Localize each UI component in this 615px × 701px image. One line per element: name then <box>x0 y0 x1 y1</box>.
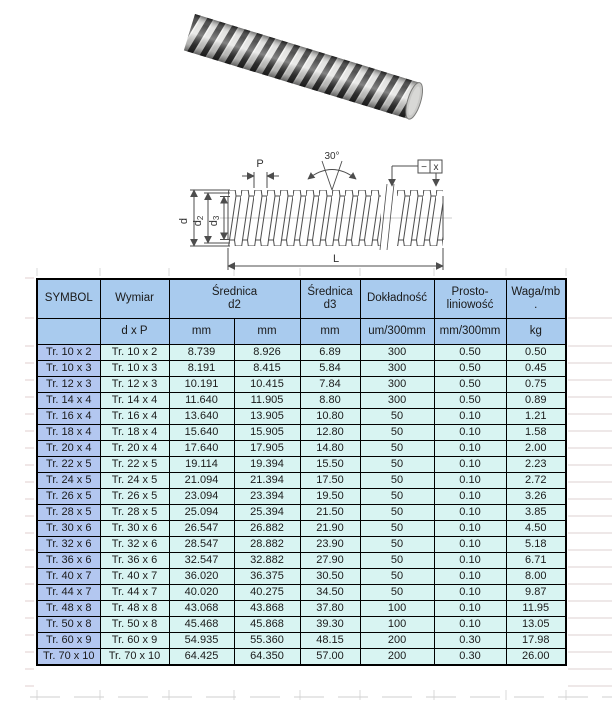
cell-waga: 1.58 <box>506 425 566 441</box>
cell-prostoliniowosc: 0.10 <box>434 441 506 457</box>
cell-waga: 11.95 <box>506 601 566 617</box>
cell-d2-b: 64.350 <box>234 649 300 666</box>
cell-dokladnosc: 50 <box>360 457 434 473</box>
cell-waga: 3.85 <box>506 505 566 521</box>
cell-wymiar: Tr. 26 x 5 <box>100 489 169 505</box>
cell-d3: 21.90 <box>300 521 360 537</box>
cell-d2-a: 21.094 <box>169 473 234 489</box>
cell-prostoliniowosc: 0.10 <box>434 569 506 585</box>
header-srednica-d3 <box>300 279 360 319</box>
threaded-rod-drawing <box>228 184 443 250</box>
cell-waga: 9.87 <box>506 585 566 601</box>
cell-wymiar: Tr. 36 x 6 <box>100 553 169 569</box>
cell-prostoliniowosc: 0.10 <box>434 473 506 489</box>
table-row <box>37 473 566 489</box>
cell-wymiar: Tr. 12 x 3 <box>100 377 169 393</box>
table-row <box>37 345 566 361</box>
cell-d2-b: 43.868 <box>234 601 300 617</box>
cell-d2-b: 36.375 <box>234 569 300 585</box>
cell-waga: 0.50 <box>506 345 566 361</box>
cell-symbol: Tr. 16 x 4 <box>37 409 100 425</box>
threaded-rod <box>184 14 426 121</box>
table-row <box>37 633 566 649</box>
cell-prostoliniowosc: 0.10 <box>434 537 506 553</box>
cell-wymiar: Tr. 20 x 4 <box>100 441 169 457</box>
cell-symbol: Tr. 10 x 3 <box>37 361 100 377</box>
cell-waga: 5.18 <box>506 537 566 553</box>
cell-d3: 6.89 <box>300 345 360 361</box>
cell-d2-a: 25.094 <box>169 505 234 521</box>
cell-d3: 30.50 <box>300 569 360 585</box>
spec-table <box>36 278 567 666</box>
cell-wymiar: Tr. 22 x 5 <box>100 457 169 473</box>
lead-screw-photo <box>150 0 450 125</box>
header-srednica-d2-line1: Średnica <box>211 285 258 298</box>
cell-d2-b: 45.868 <box>234 617 300 633</box>
label-d: d <box>178 217 190 225</box>
table-row <box>37 553 566 569</box>
table-row <box>37 569 566 585</box>
cell-d2-b: 21.394 <box>234 473 300 489</box>
unit-d2-b: mm <box>234 319 300 345</box>
thread-dimension-diagram <box>140 148 485 280</box>
cell-prostoliniowosc: 0.10 <box>434 425 506 441</box>
cell-d3: 8.80 <box>300 393 360 409</box>
cell-d3: 39.30 <box>300 617 360 633</box>
cell-waga: 8.00 <box>506 569 566 585</box>
cell-d2-b: 13.905 <box>234 409 300 425</box>
cell-prostoliniowosc: 0.50 <box>434 361 506 377</box>
cell-d2-a: 45.468 <box>169 617 234 633</box>
cell-prostoliniowosc: 0.50 <box>434 345 506 361</box>
cell-wymiar: Tr. 30 x 6 <box>100 521 169 537</box>
cell-symbol: Tr. 22 x 5 <box>37 457 100 473</box>
header-prostoliniowosc <box>434 279 506 319</box>
unit-waga: kg <box>506 319 566 345</box>
cell-waga: 0.75 <box>506 377 566 393</box>
cell-d2-b: 8.926 <box>234 345 300 361</box>
unit-wymiar: d x P <box>100 319 169 345</box>
cell-dokladnosc: 50 <box>360 425 434 441</box>
cell-prostoliniowosc: 0.10 <box>434 457 506 473</box>
cell-prostoliniowosc: 0.30 <box>434 633 506 649</box>
cell-dokladnosc: 50 <box>360 521 434 537</box>
cell-d2-a: 13.640 <box>169 409 234 425</box>
table-row <box>37 457 566 473</box>
table-row <box>37 489 566 505</box>
cell-dokladnosc: 50 <box>360 585 434 601</box>
label-d3: d3 <box>208 215 221 227</box>
table-row <box>37 649 566 666</box>
table-row <box>37 585 566 601</box>
cell-dokladnosc: 50 <box>360 537 434 553</box>
cell-d3: 34.50 <box>300 585 360 601</box>
table-row <box>37 601 566 617</box>
table-row <box>37 393 566 409</box>
cell-wymiar: Tr. 10 x 2 <box>100 345 169 361</box>
cell-symbol: Tr. 48 x 8 <box>37 601 100 617</box>
cell-dokladnosc: 50 <box>360 441 434 457</box>
cell-d2-a: 64.425 <box>169 649 234 666</box>
cell-d2-b: 17.905 <box>234 441 300 457</box>
cell-wymiar: Tr. 44 x 7 <box>100 585 169 601</box>
cell-d2-b: 28.882 <box>234 537 300 553</box>
unit-symbol <box>37 319 100 345</box>
cell-dokladnosc: 200 <box>360 633 434 649</box>
cell-wymiar: Tr. 24 x 5 <box>100 473 169 489</box>
table-row <box>37 441 566 457</box>
cell-d3: 37.80 <box>300 601 360 617</box>
cell-d3: 15.50 <box>300 457 360 473</box>
break-marks <box>380 184 394 250</box>
cell-d3: 17.50 <box>300 473 360 489</box>
cell-dokladnosc: 50 <box>360 569 434 585</box>
cell-waga: 17.98 <box>506 633 566 649</box>
cell-waga: 2.00 <box>506 441 566 457</box>
cell-d2-b: 25.394 <box>234 505 300 521</box>
table-row <box>37 361 566 377</box>
cell-symbol: Tr. 20 x 4 <box>37 441 100 457</box>
header-srednica-d3-line1: Średnica <box>307 285 353 298</box>
cell-waga: 0.45 <box>506 361 566 377</box>
cell-d3: 23.90 <box>300 537 360 553</box>
cell-d2-a: 40.020 <box>169 585 234 601</box>
cell-dokladnosc: 100 <box>360 617 434 633</box>
cell-d2-a: 23.094 <box>169 489 234 505</box>
header-prostoliniowosc-line1: Prosto- <box>451 285 489 298</box>
cell-wymiar: Tr. 60 x 9 <box>100 633 169 649</box>
cell-d2-b: 23.394 <box>234 489 300 505</box>
cell-d2-a: 17.640 <box>169 441 234 457</box>
cell-prostoliniowosc: 0.30 <box>434 649 506 666</box>
cell-prostoliniowosc: 0.50 <box>434 377 506 393</box>
cell-symbol: Tr. 14 x 4 <box>37 393 100 409</box>
table-row <box>37 617 566 633</box>
table-row <box>37 377 566 393</box>
cell-d2-b: 19.394 <box>234 457 300 473</box>
thread-angle <box>308 161 356 190</box>
cell-wymiar: Tr. 40 x 7 <box>100 569 169 585</box>
cell-prostoliniowosc: 0.10 <box>434 585 506 601</box>
cell-d2-b: 40.275 <box>234 585 300 601</box>
header-waga-line1: Waga/mb <box>511 285 561 298</box>
cell-dokladnosc: 50 <box>360 473 434 489</box>
table-row <box>37 537 566 553</box>
cell-symbol: Tr. 32 x 6 <box>37 537 100 553</box>
cell-dokladnosc: 50 <box>360 505 434 521</box>
cell-wymiar: Tr. 10 x 3 <box>100 361 169 377</box>
header-wymiar: Wymiar <box>100 279 169 319</box>
cell-symbol: Tr. 70 x 10 <box>37 649 100 666</box>
header-srednica-d2 <box>169 279 300 319</box>
header-srednica-d3-line2: d3 <box>323 299 337 311</box>
cell-dokladnosc: 200 <box>360 649 434 666</box>
cell-symbol: Tr. 50 x 8 <box>37 617 100 633</box>
cell-d2-b: 11.905 <box>234 393 300 409</box>
cell-d2-b: 55.360 <box>234 633 300 649</box>
unit-d3: mm <box>300 319 360 345</box>
cell-d3: 5.84 <box>300 361 360 377</box>
cell-waga: 6.71 <box>506 553 566 569</box>
table-row <box>37 505 566 521</box>
cell-symbol: Tr. 12 x 3 <box>37 377 100 393</box>
cell-wymiar: Tr. 50 x 8 <box>100 617 169 633</box>
unit-d2-a: mm <box>169 319 234 345</box>
label-angle: 30° <box>324 151 340 162</box>
cell-waga: 26.00 <box>506 649 566 666</box>
cell-wymiar: Tr. 14 x 4 <box>100 393 169 409</box>
cell-prostoliniowosc: 0.10 <box>434 521 506 537</box>
cell-dokladnosc: 100 <box>360 601 434 617</box>
header-srednica-d2-line2: d2 <box>228 299 241 311</box>
cell-symbol: Tr. 36 x 6 <box>37 553 100 569</box>
cell-d2-a: 8.739 <box>169 345 234 361</box>
cell-d2-a: 8.191 <box>169 361 234 377</box>
cell-prostoliniowosc: 0.10 <box>434 617 506 633</box>
label-length: L <box>332 253 340 265</box>
cell-wymiar: Tr. 48 x 8 <box>100 601 169 617</box>
cell-d2-a: 28.547 <box>169 537 234 553</box>
cell-waga: 4.50 <box>506 521 566 537</box>
cell-waga: 3.26 <box>506 489 566 505</box>
cell-d3: 12.80 <box>300 425 360 441</box>
cell-dokladnosc: 50 <box>360 409 434 425</box>
table-row <box>37 521 566 537</box>
header-dokladnosc: Dokładność <box>360 279 434 319</box>
cell-waga: 1.21 <box>506 409 566 425</box>
cell-d2-a: 10.191 <box>169 377 234 393</box>
cell-d2-b: 32.882 <box>234 553 300 569</box>
cell-d3: 48.15 <box>300 633 360 649</box>
cell-prostoliniowosc: 0.10 <box>434 601 506 617</box>
cell-wymiar: Tr. 16 x 4 <box>100 409 169 425</box>
header-waga <box>506 279 566 319</box>
cell-d3: 7.84 <box>300 377 360 393</box>
cell-d2-a: 19.114 <box>169 457 234 473</box>
tolerance-value: x <box>433 162 439 173</box>
cell-waga: 2.72 <box>506 473 566 489</box>
units-row <box>37 319 566 345</box>
cell-symbol: Tr. 18 x 4 <box>37 425 100 441</box>
cell-prostoliniowosc: 0.10 <box>434 409 506 425</box>
cell-symbol: Tr. 10 x 2 <box>37 345 100 361</box>
pitch-dimension <box>242 172 279 188</box>
cell-d3: 57.00 <box>300 649 360 666</box>
cell-symbol: Tr. 28 x 5 <box>37 505 100 521</box>
cell-d3: 14.80 <box>300 441 360 457</box>
cell-wymiar: Tr. 32 x 6 <box>100 537 169 553</box>
cell-waga: 13.05 <box>506 617 566 633</box>
label-pitch: P <box>256 158 264 170</box>
header-symbol: SYMBOL <box>37 279 100 319</box>
cell-wymiar: Tr. 28 x 5 <box>100 505 169 521</box>
header-prostoliniowosc-line2: liniowość <box>446 299 494 311</box>
table-row <box>37 425 566 441</box>
cell-waga: 2.23 <box>506 457 566 473</box>
tolerance-symbol: − <box>421 162 427 173</box>
cell-d3: 10.80 <box>300 409 360 425</box>
cell-symbol: Tr. 40 x 7 <box>37 569 100 585</box>
label-d2: d2 <box>192 215 205 227</box>
cell-prostoliniowosc: 0.10 <box>434 489 506 505</box>
cell-d2-a: 43.068 <box>169 601 234 617</box>
cell-dokladnosc: 50 <box>360 553 434 569</box>
cell-symbol: Tr. 60 x 9 <box>37 633 100 649</box>
cell-d2-b: 15.905 <box>234 425 300 441</box>
cell-symbol: Tr. 26 x 5 <box>37 489 100 505</box>
cell-wymiar: Tr. 18 x 4 <box>100 425 169 441</box>
cell-d2-a: 36.020 <box>169 569 234 585</box>
cell-dokladnosc: 50 <box>360 489 434 505</box>
cell-symbol: Tr. 24 x 5 <box>37 473 100 489</box>
cell-symbol: Tr. 44 x 7 <box>37 585 100 601</box>
table-row <box>37 409 566 425</box>
cell-wymiar: Tr. 70 x 10 <box>100 649 169 666</box>
cell-dokladnosc: 300 <box>360 377 434 393</box>
cell-waga: 0.89 <box>506 393 566 409</box>
cell-d3: 19.50 <box>300 489 360 505</box>
header-row <box>37 279 566 319</box>
cell-d2-b: 8.415 <box>234 361 300 377</box>
cell-symbol: Tr. 30 x 6 <box>37 521 100 537</box>
cell-dokladnosc: 300 <box>360 361 434 377</box>
cell-d2-a: 15.640 <box>169 425 234 441</box>
cell-d2-a: 11.640 <box>169 393 234 409</box>
cell-d2-b: 26.882 <box>234 521 300 537</box>
unit-dokladnosc: um/300mm <box>360 319 434 345</box>
cell-d2-a: 32.547 <box>169 553 234 569</box>
cell-dokladnosc: 300 <box>360 345 434 361</box>
cell-d3: 27.90 <box>300 553 360 569</box>
cell-d2-a: 54.935 <box>169 633 234 649</box>
cell-prostoliniowosc: 0.50 <box>434 393 506 409</box>
unit-prostoliniowosc: mm/300mm <box>434 319 506 345</box>
cell-dokladnosc: 300 <box>360 393 434 409</box>
header-waga-line2: . <box>534 299 538 311</box>
cell-d2-a: 26.547 <box>169 521 234 537</box>
cell-prostoliniowosc: 0.10 <box>434 553 506 569</box>
cell-prostoliniowosc: 0.10 <box>434 505 506 521</box>
cell-d3: 21.50 <box>300 505 360 521</box>
cell-d2-b: 10.415 <box>234 377 300 393</box>
